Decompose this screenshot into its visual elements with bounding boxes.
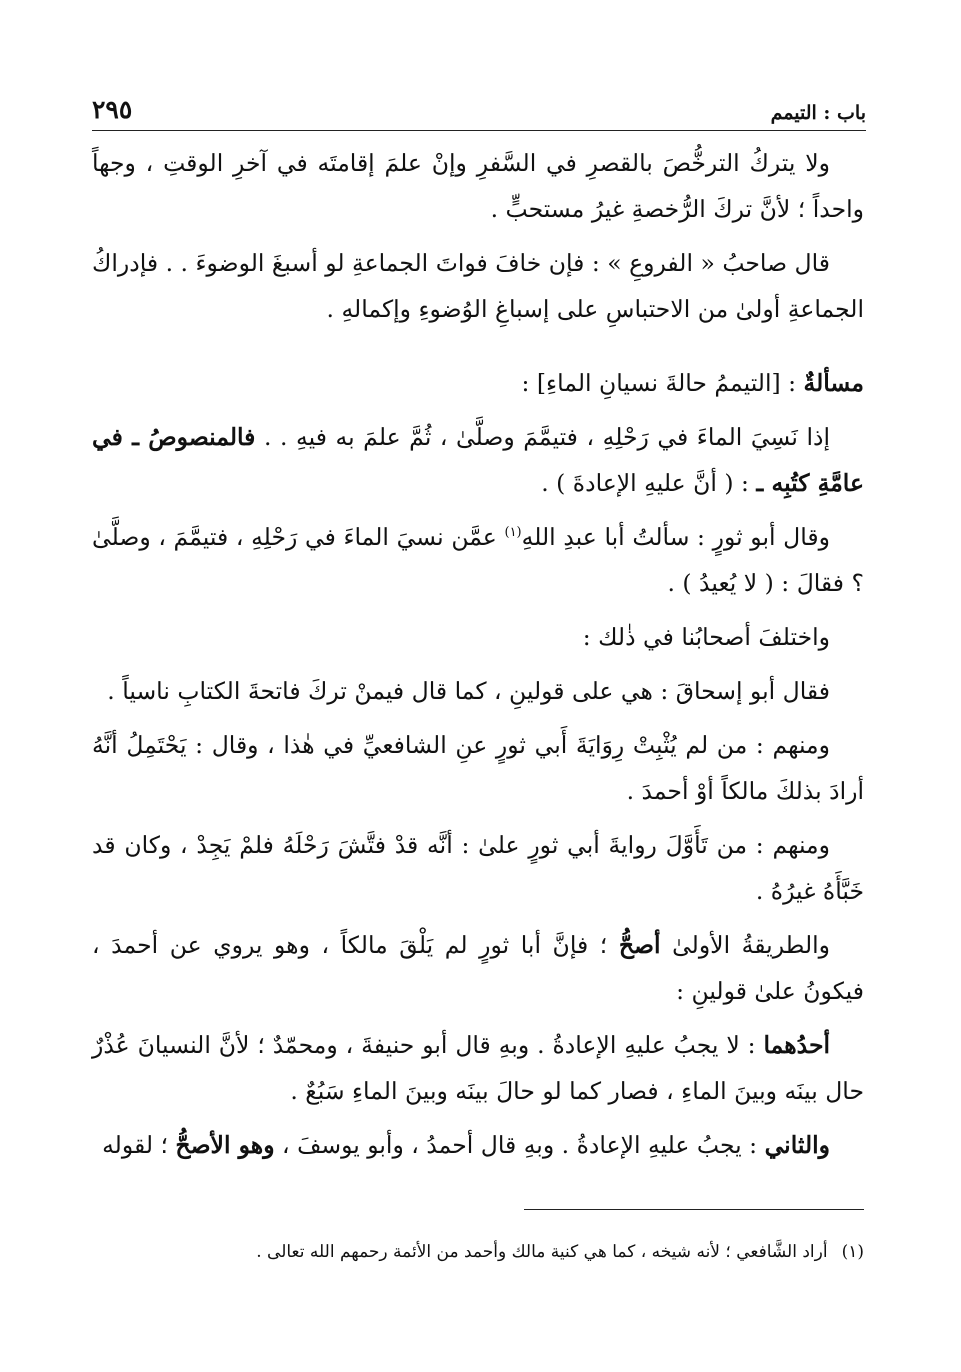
first-opinion-label: أحدُهما [763, 1031, 830, 1059]
paragraph-abu-thawr [92, 514, 864, 606]
asahh-label: أصحُّ [618, 931, 661, 959]
mansus-label: فالمنصوصُ ـ في عامَّةِ كتُبِه ـ [92, 423, 864, 497]
footnote [92, 1238, 864, 1266]
paragraph-ikhtilaf [92, 614, 864, 660]
paragraph-tariqa [92, 922, 864, 1014]
page-number: ٢٩٥ [92, 95, 133, 124]
paragraph-text: : لا يجبُ عليهِ الإعادةُ . وبهِ قال أبو حنيفةَ ، ومحمّدٌ ؛ لأنَّ النسيانَ عُذْرٌ حال بينَه وبينَ الماءِ ، فصار كما لو حالَ بينَه وبينَ الماءِ سَبُعٌ . [92, 1031, 864, 1105]
paragraph-first-opinion [92, 1022, 864, 1114]
second-opinion-label: والثاني [764, 1131, 830, 1159]
paragraph-text: ومنهم : من لم يُثْبِتْ رِوَايَةَ أَبي ثورٍ عنِ الشافعيِّ في هٰذا ، وقال : يَحْتَمِلُ أنَّهُ أرادَ بذلكَ مالكاً أوْ أحمدَ . [92, 731, 864, 805]
paragraph-text: إذا نَسِيَ الماءَ في رَحْلِهِ ، فتيمَّمَ وصلَّىٰ ، ثُمَّ علمَ به فيهِ . . [255, 423, 830, 451]
paragraph-text-after: : ( أنَّ عليهِ الإعادةَ ) . [541, 469, 757, 497]
paragraph-minhum-2 [92, 822, 864, 914]
paragraph-minhum-1 [92, 722, 864, 814]
paragraph-text: واختلفَ أصحابُنا في ذٰلك : [582, 623, 830, 651]
paragraph-text: ومنهم : من تَأَوَّلَ روايةَ أبي ثورٍ علىٰ : أنَّه قدْ فتَّشَ رَحْلَهُ فلمْ يَجِدْ ، وكان قد خَبَّأَهُ غيرُهُ . [92, 831, 864, 905]
footnote-text: أراد الشَّافعي ؛ لأنه شيخه ، كما هي كنية مالك وأحمد من الأئمة رحمهم الله تعالى . [256, 1242, 828, 1262]
paragraph-text-after: ؛ فإنَّ أبا ثورٍ لم يَلْقَ مالكاً ، وهو يروي عن أحمدَ ، فيكونُ علىٰ قولينِ : [92, 931, 864, 1005]
masala-title: : [التيممُ حالةَ نسيانِ الماءِ] : [521, 369, 804, 397]
chapter-title: باب : التيمم [770, 102, 866, 124]
paragraph-furu [92, 240, 864, 332]
paragraph-second-opinion [92, 1122, 864, 1168]
paragraph-text-after: ؛ لقوله [102, 1131, 176, 1159]
paragraph-text: والطريقةُ الأولىٰ [660, 931, 830, 959]
footnote-number: (١) [841, 1242, 864, 1262]
running-header [92, 90, 866, 131]
masala-heading [92, 360, 864, 406]
masala-label: مسألةٌ [803, 369, 864, 397]
paragraph-qasr [92, 140, 864, 232]
footnote-reference[interactable]: (١) [504, 525, 522, 541]
asahh-label: وهو الأصحُّ [175, 1131, 275, 1159]
paragraph-text: : يجبُ عليهِ الإعادةُ . وبهِ قال أحمدُ ، وأبو يوسفَ ، [274, 1131, 765, 1159]
footnote-divider [524, 1209, 864, 1210]
paragraph-text: فقال أبو إسحاقَ : هي على قولينِ ، كما قال فيمنْ تركَ فاتحةَ الكتابِ ناسياً . [107, 677, 830, 705]
paragraph-text-after: عمَّن نسيَ الماءَ في رَحْلِهِ ، فتيمَّمَ ، وصلَّىٰ ؟ فقالَ : ( لا يُعيدُ ) . [92, 523, 864, 597]
paragraph-text: قال صاحبُ « الفروعِ » : فإن خافَ فواتَ الجماعةِ لو أسبغَ الوضوءَ . . فإدراكُ الجماعةِ أولىٰ من الاحتباسِ على إسباغِ الوُضوءِ وإكمالهِ . [92, 249, 864, 323]
paragraph-text: ولا يتركُ الترخُّصَ بالقصرِ في السَّفرِ وإنْ علمَ إقامتَه في آخرِ الوقتِ ، وجهاً واحداً ؛ لأنَّ تركَ الرُّخصةِ غيرُ مستحبٍّ . [92, 149, 864, 223]
paragraph-nisyan [92, 414, 864, 506]
paragraph-abu-ishaq [92, 668, 864, 714]
paragraph-text: وقال أبو ثورٍ : سألتُ أبا عبدِ اللهِ [521, 523, 830, 551]
body-text [92, 140, 864, 1176]
